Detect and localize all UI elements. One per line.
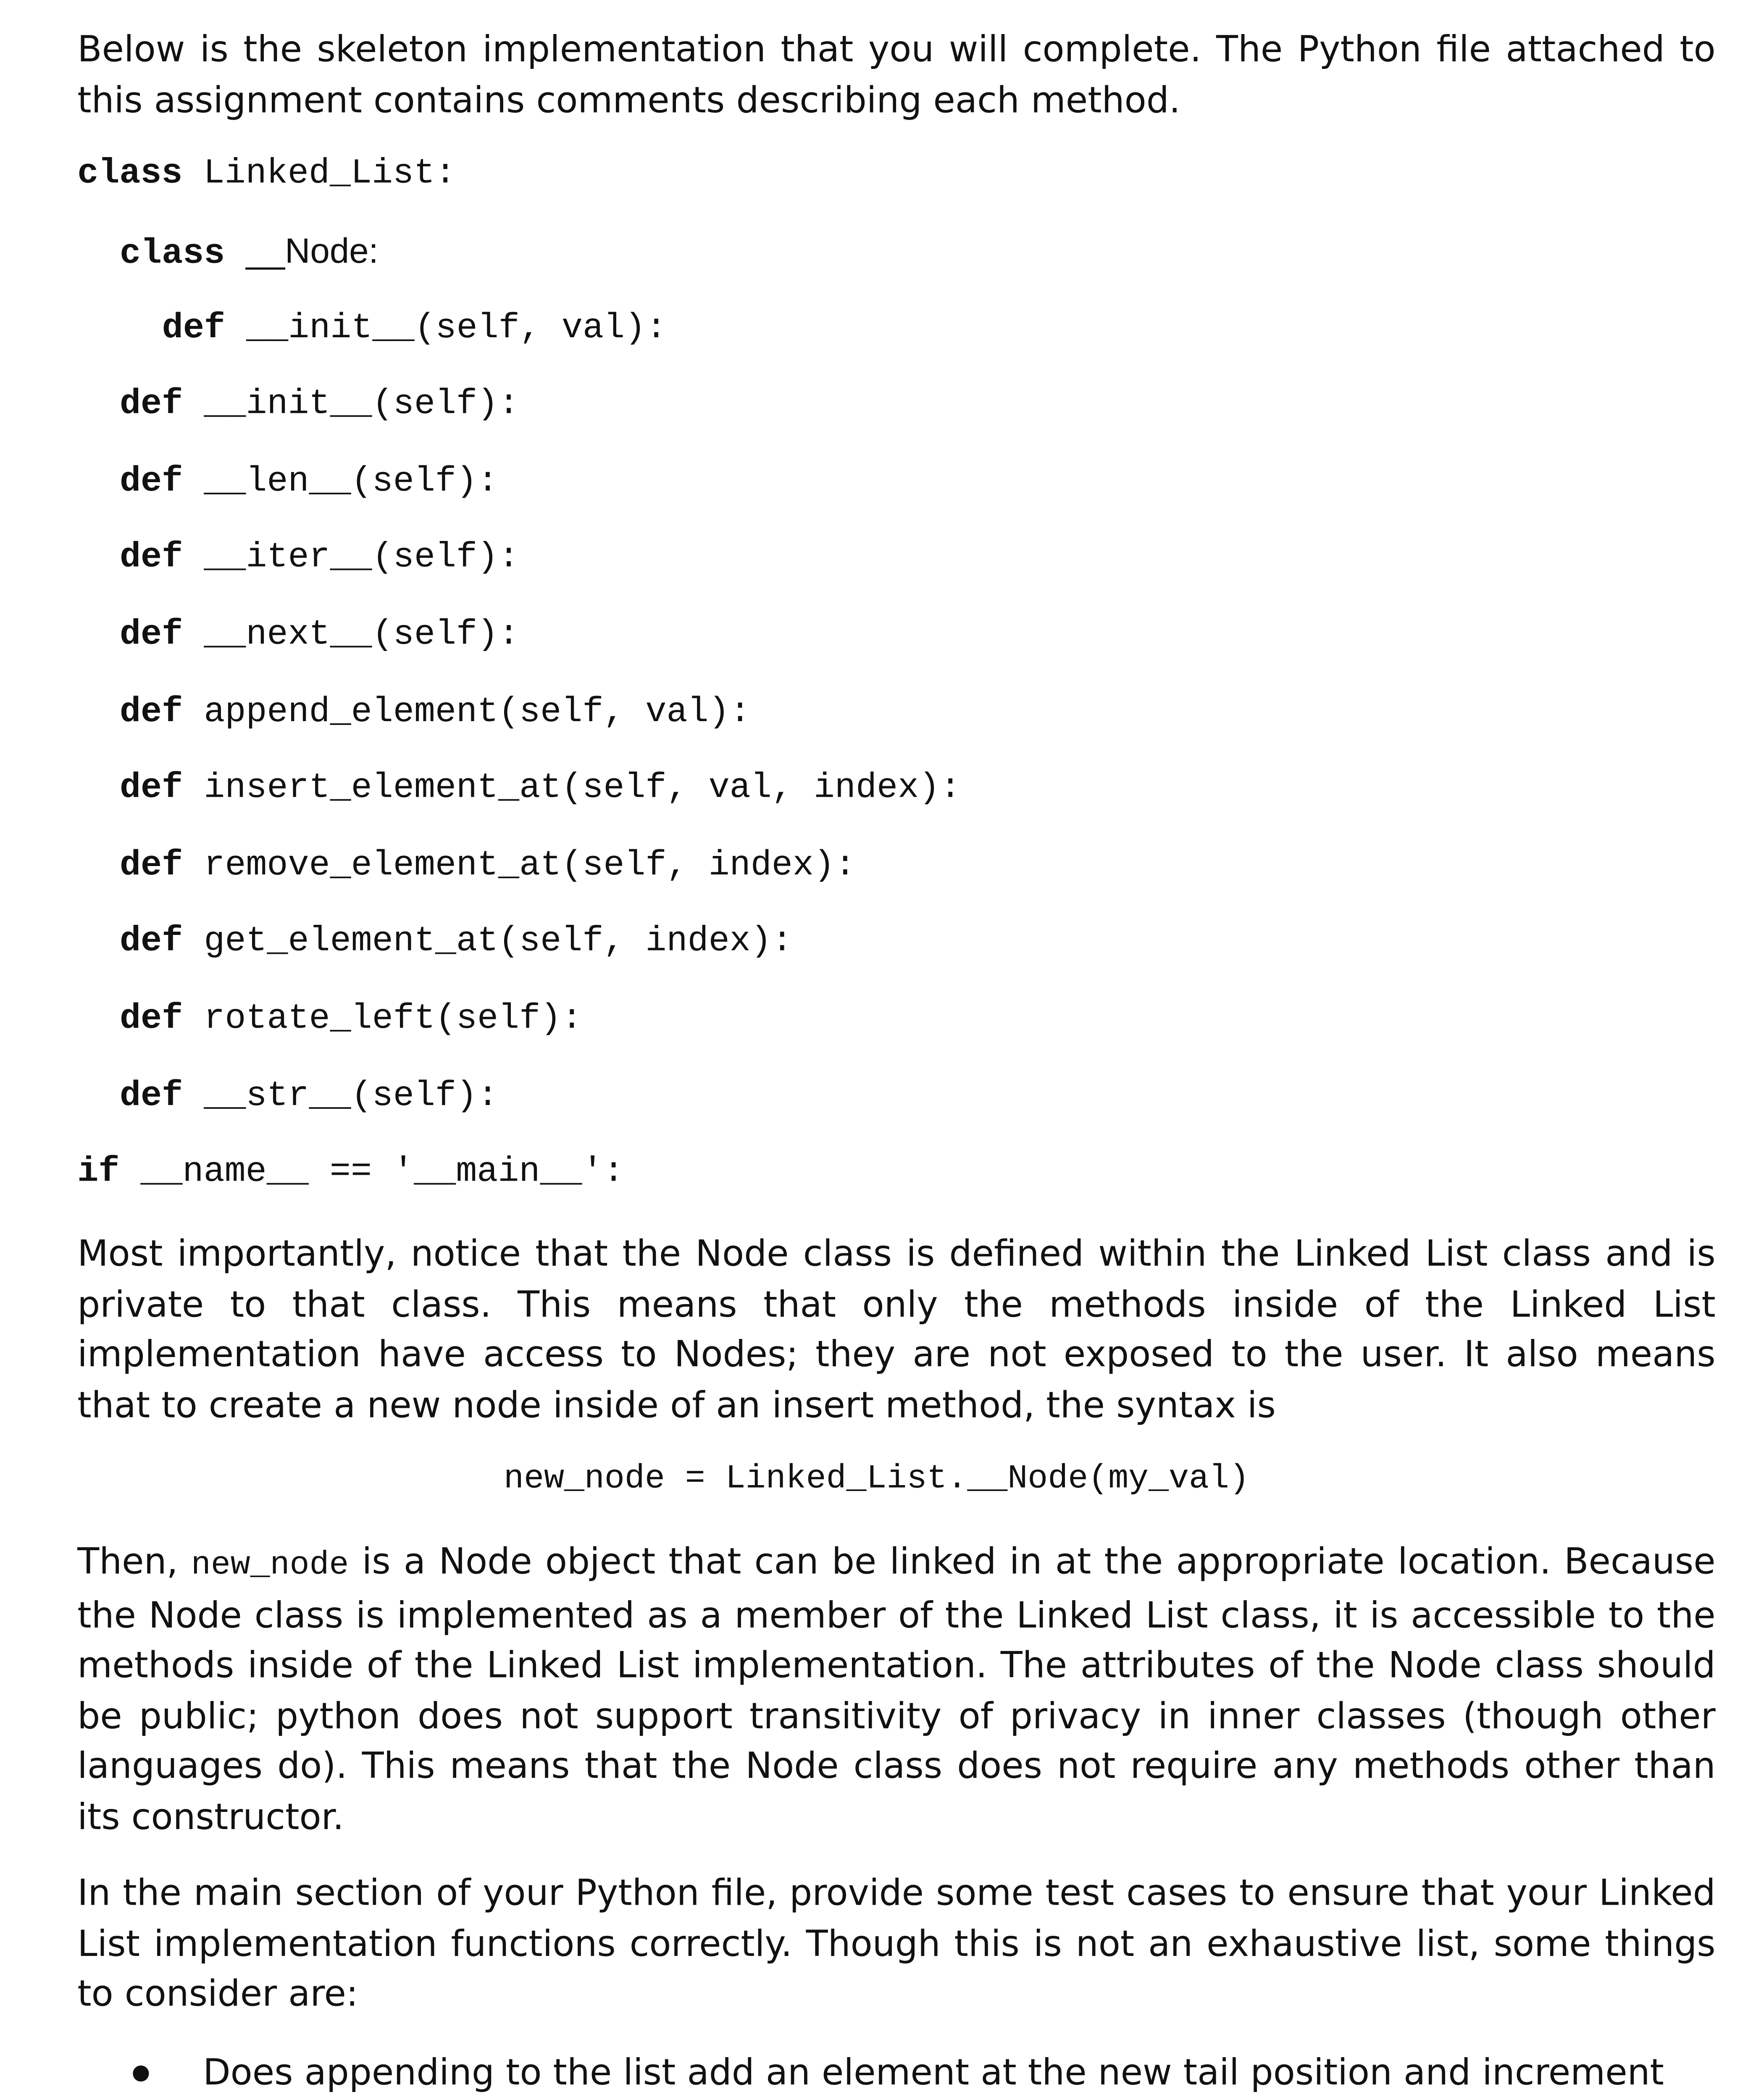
method-signature: rotate_left(self):: [204, 1000, 583, 1040]
private-node-paragraph: Most importantly, notice that the Node class is defined within the Linked List class and is private to that class. This means that only the methods inside of the Linked List implementation have access to Nodes; they are not exposed to the user. It also means that to create a new node inside of an insert method, the syntax is: [77, 1232, 1716, 1426]
keyword: if: [77, 1153, 120, 1193]
then-rest: is a Node object that can be linked in at the appropriate location. Because the Node class is implemented as a member of the Linked List class, it is accessible to the methods inside of the Linked List implementation. The attributes of the Node class should be public; python does not support transitivity of privacy in inner classes (though other languages do). This means that the Node class does not require any methods other than its constructor.: [77, 1540, 1716, 1838]
method-signature: append_element(self, val):: [204, 693, 751, 733]
keyword: def: [119, 1077, 183, 1117]
code-line-method: [120, 386, 519, 425]
main-guard: __name__ == '__main__':: [140, 1153, 624, 1193]
code-line-method: [120, 1000, 582, 1040]
code-line-method: [120, 847, 856, 886]
node-class-name: __Node:: [246, 232, 379, 272]
code-line-method: [120, 693, 751, 733]
method-signature: __iter__(self):: [204, 538, 520, 578]
test-considerations-list: [77, 2048, 1716, 2100]
keyword: def: [119, 922, 183, 962]
keyword: def: [119, 462, 183, 502]
code-line-method: [120, 923, 793, 962]
keyword: def: [119, 846, 183, 886]
keyword: class: [119, 235, 225, 275]
method-signature: remove_element_at(self, index):: [204, 846, 856, 886]
keyword: def: [162, 309, 225, 349]
code-line-node-init: [162, 310, 667, 349]
list-item-text: Does appending to the list add an element at the new tail position and increment: [203, 2051, 1664, 2093]
method-signature: __init__(self, val):: [246, 309, 667, 349]
method-signature: insert_element_at(self, val, index):: [204, 769, 961, 809]
bullet-icon: [133, 2066, 149, 2082]
keyword: def: [119, 616, 183, 656]
code-line-method: [120, 538, 519, 578]
keyword: def: [119, 385, 183, 425]
code-line-method: [120, 616, 519, 656]
syntax-example: new_node = Linked_List.__Node(my_val): [504, 1460, 1249, 1498]
method-signature: __init__(self):: [204, 385, 520, 425]
intro-paragraph: Below is the skeleton implementation that you will complete. The Python file attached to this assignment contains comments describing each method.: [77, 28, 1716, 121]
code-line-method: [120, 463, 498, 502]
list-item: [77, 2048, 1716, 2100]
keyword: def: [119, 693, 183, 733]
method-signature: __str__(self):: [204, 1077, 499, 1117]
keyword: def: [119, 1000, 183, 1040]
code-line-node-class: [120, 232, 379, 275]
keyword: def: [119, 538, 183, 578]
method-signature: __len__(self):: [204, 462, 499, 502]
code-line-main-guard: [77, 1153, 624, 1193]
keyword: class: [77, 155, 183, 194]
code-line-method: [120, 769, 961, 809]
method-signature: __next__(self):: [204, 616, 520, 656]
then-paragraph: [77, 1537, 1716, 1843]
then-prefix: Then,: [77, 1540, 178, 1583]
method-signature: get_element_at(self, index):: [204, 922, 793, 962]
keyword: def: [119, 769, 183, 809]
code-line-class: [77, 155, 456, 194]
code-line-method: [120, 1077, 498, 1117]
class-name: Linked_List:: [203, 155, 456, 194]
test-cases-paragraph: In the main section of your Python file, provide some test cases to ensure that your Linked List implementation functions correctly. Though this is not an exhaustive list, some things to consider are:: [77, 1871, 1716, 2015]
inline-code-new-node: new_node: [191, 1546, 349, 1584]
